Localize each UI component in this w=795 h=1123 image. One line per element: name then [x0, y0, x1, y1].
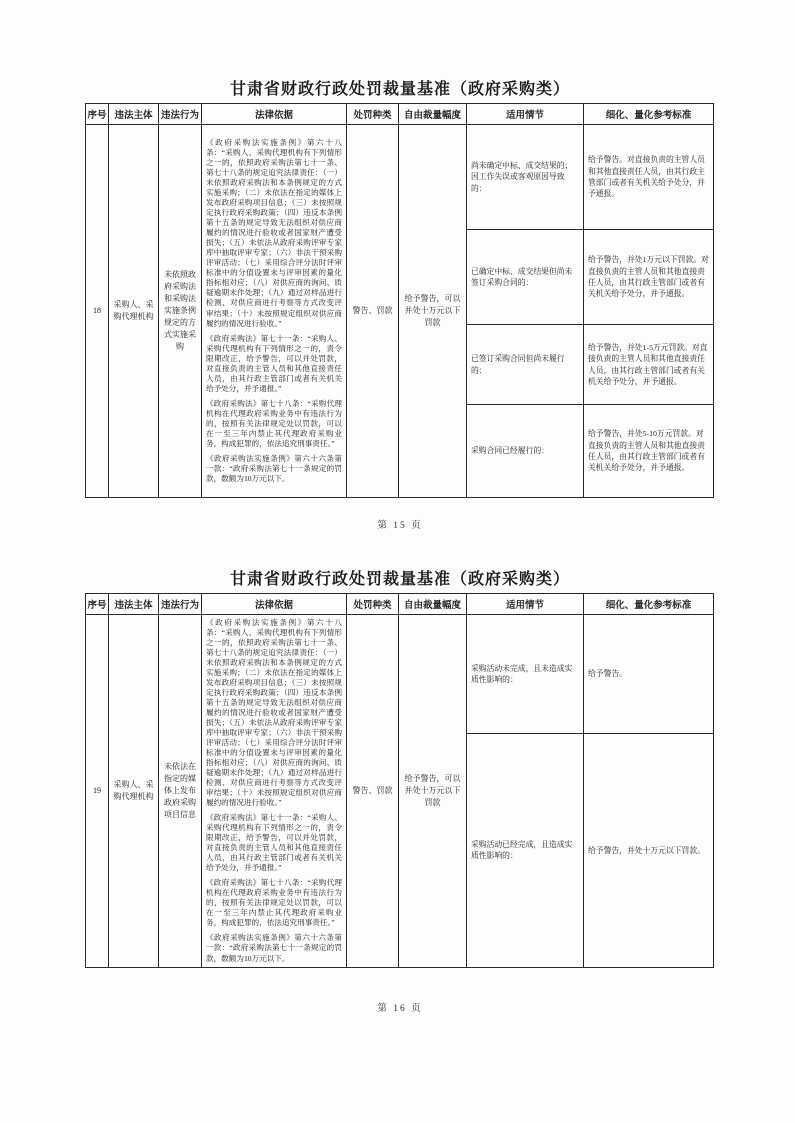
cell-legal-basis	[202, 125, 347, 498]
cell-violating-subject: 采购人、采购代理机构	[109, 615, 159, 968]
penalty-table	[85, 103, 714, 498]
cell-standard: 给予警告，并处1万元以下罚款。对直接负责的主管人员和其他直接责任人员，由其行政主管部门或者有关机关给予处分，并予通报。	[584, 230, 714, 325]
table-header-row	[86, 594, 714, 615]
legal-basis-paragraph: 《政府采购法》第七十一条：“采购人、采购代理机构有下列情形之一的，责令限期改正，给予警告，可以并处罚款，对直接负责的主管人员和其他直接责任人员，由其行政主管部门或者有关机关给予处分，并予通报。”	[206, 333, 342, 393]
table-row	[86, 615, 714, 734]
cell-no: 19	[86, 615, 109, 968]
legal-basis-paragraph: 《政府采购法》第七十一条：“采购人、采购代理机构有下列情形之一的，责令限期改正，给予警告，可以并处罚款，对直接负责的主管人员和其他直接责任人员，由其行政主管部门或者有关机关给予处分，并予通报。”	[206, 813, 342, 873]
header-legal-basis: 法律依据	[202, 104, 347, 125]
cell-penalty-type: 警告、罚款	[347, 125, 399, 498]
page-15	[85, 76, 715, 531]
cell-standard: 给予警告，并处十万元以下罚款。	[584, 733, 714, 967]
header-discretion-range: 自由裁量幅度	[399, 104, 467, 125]
header-no: 序号	[86, 104, 109, 125]
page-16	[85, 566, 715, 1014]
header-legal-basis: 法律依据	[202, 594, 347, 615]
legal-basis-paragraph: 《政府采购法实施条例》第六十六条第一款：“政府采购法第七十一条规定的罚款，数额为10万元以下。	[206, 933, 342, 963]
header-no: 序号	[86, 594, 109, 615]
cell-legal-basis	[202, 615, 347, 968]
cell-discretion-range: 给予警告，可以并处十万元以下罚款	[399, 615, 467, 968]
header-illegal-act: 违法行为	[159, 104, 202, 125]
cell-illegal-act: 未依照政府采购法和采购法实施条例规定的方式实施采购	[159, 125, 202, 498]
cell-circumstance: 采购合同已经履行的：	[467, 405, 584, 498]
cell-circumstance: 采购活动已经完成，且造成实质性影响的：	[467, 733, 584, 967]
legal-basis-paragraph: 《政府采购法实施条例》第六十八条：“采购人、采购代理机构有下列情形之一的，依照政府采购法第七十一条、第七十八条的规定追究法律责任：（一）未依照政府采购法和本条例规定的方式实施采购；（二）未依法在指定的媒体上发布政府采购项目信息；（三）未按照规定执行政府采购政策；（四）违反本条例第十五条的规定导致无法组织对供应商履约的情况进行验收或者国家财产遭受损失；（五）未依法从政府采购评审专家库中抽取评审专家；（六）非法干预采购评审活动；（七）采用综合评分法时评审标准中的分值设置未与评审因素的量化指标相对应；（八）对供应商的询问、质疑逾期未作处理；（九）通过对样品进行检测、对供应商进行考察等方式改变评审结果；（十）未按照规定组织对供应商履约的情况进行验收。”	[206, 138, 342, 328]
cell-no: 18	[86, 125, 109, 498]
header-quantified-standard: 细化、量化参考标准	[584, 104, 714, 125]
header-applicable-circumstances: 适用情节	[467, 104, 584, 125]
cell-circumstance: 已签订采购合同但尚未履行的：	[467, 325, 584, 405]
page-title: 甘肃省财政行政处罚裁量基准（政府采购类）	[229, 81, 570, 98]
header-violating-subject: 违法主体	[109, 104, 159, 125]
page-title: 甘肃省财政行政处罚裁量基准（政府采购类）	[229, 571, 570, 588]
cell-standard: 给予警告。	[584, 615, 714, 734]
cell-circumstance: 采购活动未完成，且未造成实质性影响的：	[467, 615, 584, 734]
cell-illegal-act: 未依法在指定的媒体上发布政府采购项目信息	[159, 615, 202, 968]
cell-discretion-range: 给予警告，可以并处十万元以下罚款	[399, 125, 467, 498]
table-row	[86, 125, 714, 230]
header-violating-subject: 违法主体	[109, 594, 159, 615]
table-header-row	[86, 104, 714, 125]
header-discretion-range: 自由裁量幅度	[399, 594, 467, 615]
header-illegal-act: 违法行为	[159, 594, 202, 615]
header-penalty-type: 处罚种类	[347, 104, 399, 125]
cell-standard: 给予警告，并处1-5万元罚款。对直接负责的主管人员和其他直接责任人员，由其行政主管部门或者有关机关给予处分，并予通报。	[584, 325, 714, 405]
legal-basis-paragraph: 《政府采购法实施条例》第六十八条：“采购人、采购代理机构有下列情形之一的，依照政府采购法第七十一条、第七十八条的规定追究法律责任：（一）未依照政府采购法和本条例规定的方式实施采购；（二）未依法在指定的媒体上发布政府采购项目信息；（三）未按照规定执行政府采购政策；（四）违反本条例第十五条的规定导致无法组织对供应商履约的情况进行验收或者国家财产遭受损失；（五）未依法从政府采购评审专家库中抽取评审专家；（六）非法干预采购评审活动；（七）采用综合评分法时评审标准中的分值设置未与评审因素的量化指标相对应；（八）对供应商的询问、质疑逾期未作处理；（九）通过对样品进行检测、对供应商进行考察等方式改变评审结果；（十）未按照规定组织对供应商履约的情况进行验收。”	[206, 618, 342, 808]
header-applicable-circumstances: 适用情节	[467, 594, 584, 615]
cell-violating-subject: 采购人、采购代理机构	[109, 125, 159, 498]
cell-penalty-type: 警告、罚款	[347, 615, 399, 968]
legal-basis-paragraph: 《政府采购法》第七十八条：“采购代理机构在代理政府采购业务中有违法行为的，按照有关法律规定处以罚款，可以在一至三年内禁止其代理政府采购业务，构成犯罪的，依法追究刑事责任。”	[206, 398, 342, 448]
page-number: 第 15 页	[377, 521, 423, 531]
page-number: 第 16 页	[377, 1003, 423, 1014]
penalty-table	[85, 593, 714, 968]
cell-circumstance: 已确定中标、成交结果但尚未签订采购合同的：	[467, 230, 584, 325]
legal-basis-paragraph: 《政府采购法实施条例》第六十六条第一款：“政府采购法第七十一条规定的罚款，数额为10万元以下。	[206, 453, 342, 483]
legal-basis-paragraph: 《政府采购法》第七十八条：“采购代理机构在代理政府采购业务中有违法行为的，按照有关法律规定处以罚款，可以在一至三年内禁止其代理政府采购业务，构成犯罪的，依法追究刑事责任。”	[206, 878, 342, 928]
header-quantified-standard: 细化、量化参考标准	[584, 594, 714, 615]
header-penalty-type: 处罚种类	[347, 594, 399, 615]
cell-standard: 给予警告，并处5-10万元罚款。对直接负责的主管人员和其他直接责任人员，由其行政主管部门或者有关机关给予处分，并予通报。	[584, 405, 714, 498]
cell-standard: 给予警告。对直接负责的主管人员和其他直接责任人员，由其行政主管部门或者有关机关给予处分，并予通报。	[584, 125, 714, 230]
cell-circumstance: 尚未确定中标、成交结果的；因工作失误或客观原因导致的：	[467, 125, 584, 230]
